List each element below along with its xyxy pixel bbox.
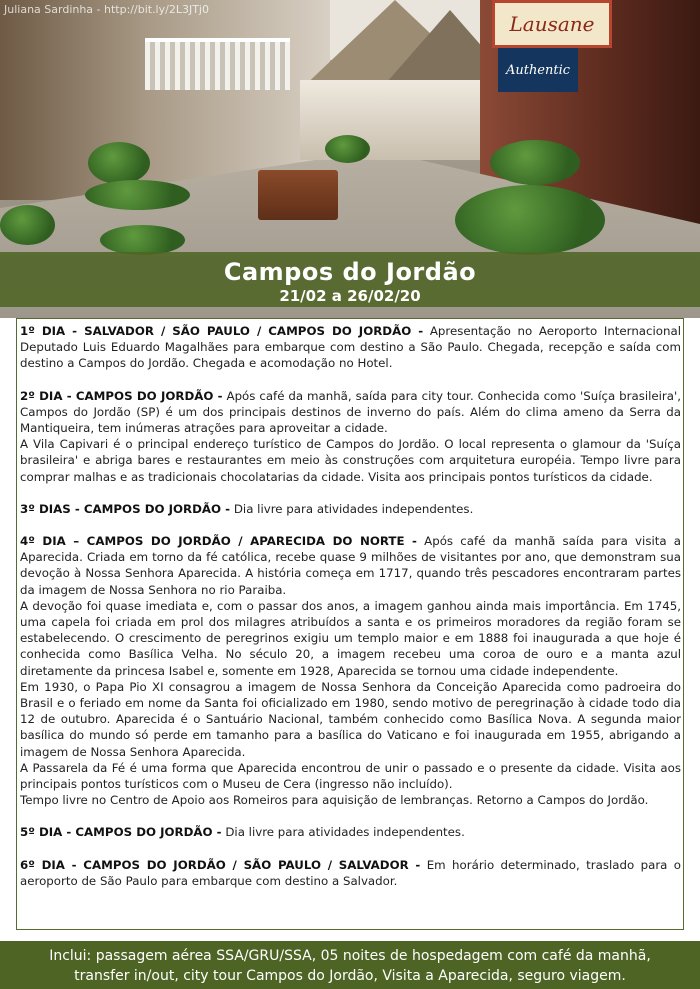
day-4-paragraph: A devoção foi quase imediata e, com o passar dos anos, a imagem ganhou ainda mais importância. Em 1745, uma capela foi criada em prol dos milagres atribuídos a santa e os primeiros moradores da região foram se estabelecendo. O crescimento de peregrinos exigiu um templo maior e em 1888 foi inaugurada a que hoje é conhecida como Basílica Velha. No século 20, a imagem recebeu uma coroa de ouro e a manta azul diretamente da princesa Isabel e, somente em 1928, Aparecida se tornou uma cidade independente. [20, 598, 681, 678]
includes-footer [0, 941, 700, 989]
sign-lausanne: Lausane [492, 0, 612, 48]
itinerary-box [16, 318, 684, 930]
day-heading: 1º DIA - SALVADOR / SÃO PAULO / CAMPOS DO JORDÃO - [20, 324, 424, 338]
day-4-paragraph: Em 1930, o Papa Pio XI consagrou a imagem de Nossa Senhora da Conceição Aparecida como padroeira do Brasil e o feriado em nome da Santa foi oficializado em 1980, sendo motivo de peregrinação à cidade todo dia 12 de outubro. Aparecida é o Santuário Nacional, também conhecido como Basílica Nova. A segunda maior basílica do mundo só perde em tamanho para a basílica do Vaticano e foi inaugurada em 1955, abrigando a imagem de Nossa Senhora Aparecida. [20, 679, 681, 759]
day-heading: 4º DIA – CAMPOS DO JORDÃO / APARECIDA DO NORTE - [20, 534, 417, 549]
day-6 [20, 857, 681, 889]
title-band [0, 252, 700, 307]
day-4 [20, 533, 681, 598]
day-1 [20, 323, 681, 372]
photo-credit: Juliana Sardinha - http://bit.ly/2L3JTj0 [4, 3, 209, 16]
wooden-bench [258, 170, 338, 220]
day-heading: 2º DIA - CAMPOS DO JORDÃO - [20, 388, 223, 403]
page-title: Campos do Jordão [223, 258, 477, 286]
day-3 [20, 501, 681, 517]
bush [490, 140, 580, 185]
day-4-paragraph: A Passarela da Fé é uma forma que Aparecida encontrou de unir o passado e o presente da cidade. Visita aos principais pontos turísticos com o Museu de Cera (ingresso não incluído). [20, 760, 681, 792]
includes-line: transfer in/out, city tour Campos do Jordão, Visita a Aparecida, seguro viagem. [74, 968, 626, 984]
day-description: Apresentação no Aeroporto Internacional Deputado Luis Eduardo Magalhães para embarque com destino a São Paulo. Chegada, recepção e saída com destino a Campos do Jordão. Chegada e acomodação no Hotel. [20, 324, 681, 371]
day-4-paragraph: Tempo livre no Centro de Apoio aos Romeiros para aquisição de lembranças. Retorno a Campos do Jordão. [20, 793, 649, 808]
bush [88, 142, 150, 184]
flower-pot [100, 225, 185, 255]
day-heading: 5º DIA - CAMPOS DO JORDÃO - [20, 825, 222, 840]
day-description: Dia livre para atividades independentes. [225, 825, 465, 840]
day-description: Após café da manhã, saída para city tour. Conhecida como 'Suíça brasileira', Campos do Jordão (SP) é um dos principais destinos de inverno do país. Além do clima ameno da Serra da Mantiqueira, tem inúmeras atrações para aproveitar a cidade. [20, 388, 682, 436]
bush [455, 185, 605, 255]
day-heading: 3º DIAS - CAMPOS DO JORDÃO - [20, 501, 231, 516]
bush [0, 205, 55, 245]
day-heading: 6º DIA - CAMPOS DO JORDÃO / SÃO PAULO / SALVADOR - [20, 857, 421, 872]
bush [325, 135, 370, 163]
day-description: Dia livre para atividades independentes. [233, 501, 474, 516]
includes-line: Inclui: passagem aérea SSA/GRU/SSA, 05 noites de hospedagem com café da manhã, [49, 948, 651, 964]
sign-authentic: Authentic [498, 48, 578, 92]
bush [85, 180, 190, 210]
day-5 [20, 824, 681, 840]
day-2-paragraph: A Vila Capivari é o principal endereço turístico de Campos do Jordão. O local representa o glamour da 'Suíça brasileira' e abriga bares e restaurantes em meio às construções com arquitetura européia. Tempo livre para comprar malhas e as tradicionais chocolatarias da cidade. Visita aos principais pontos turísticos da cidade. [20, 437, 681, 484]
day-description: Após café da manhã saída para visita a Aparecida. Criada em torno da fé católica, recebe quase 9 milhões de visitantes por ano, que demonstram sua devoção à Nossa Senhora Aparecida. A história começa em 1717, quando três pescadores encontraram partes da imagem de Nossa Senhora no rio Paraiba. [20, 534, 682, 597]
day-description: Em horário determinado, traslado para o aeroporto de São Paulo para embarque com destino a Salvador. [20, 857, 682, 888]
trip-dates: 21/02 a 26/02/20 [279, 287, 421, 305]
balcony [145, 38, 290, 90]
day-2 [20, 388, 681, 437]
